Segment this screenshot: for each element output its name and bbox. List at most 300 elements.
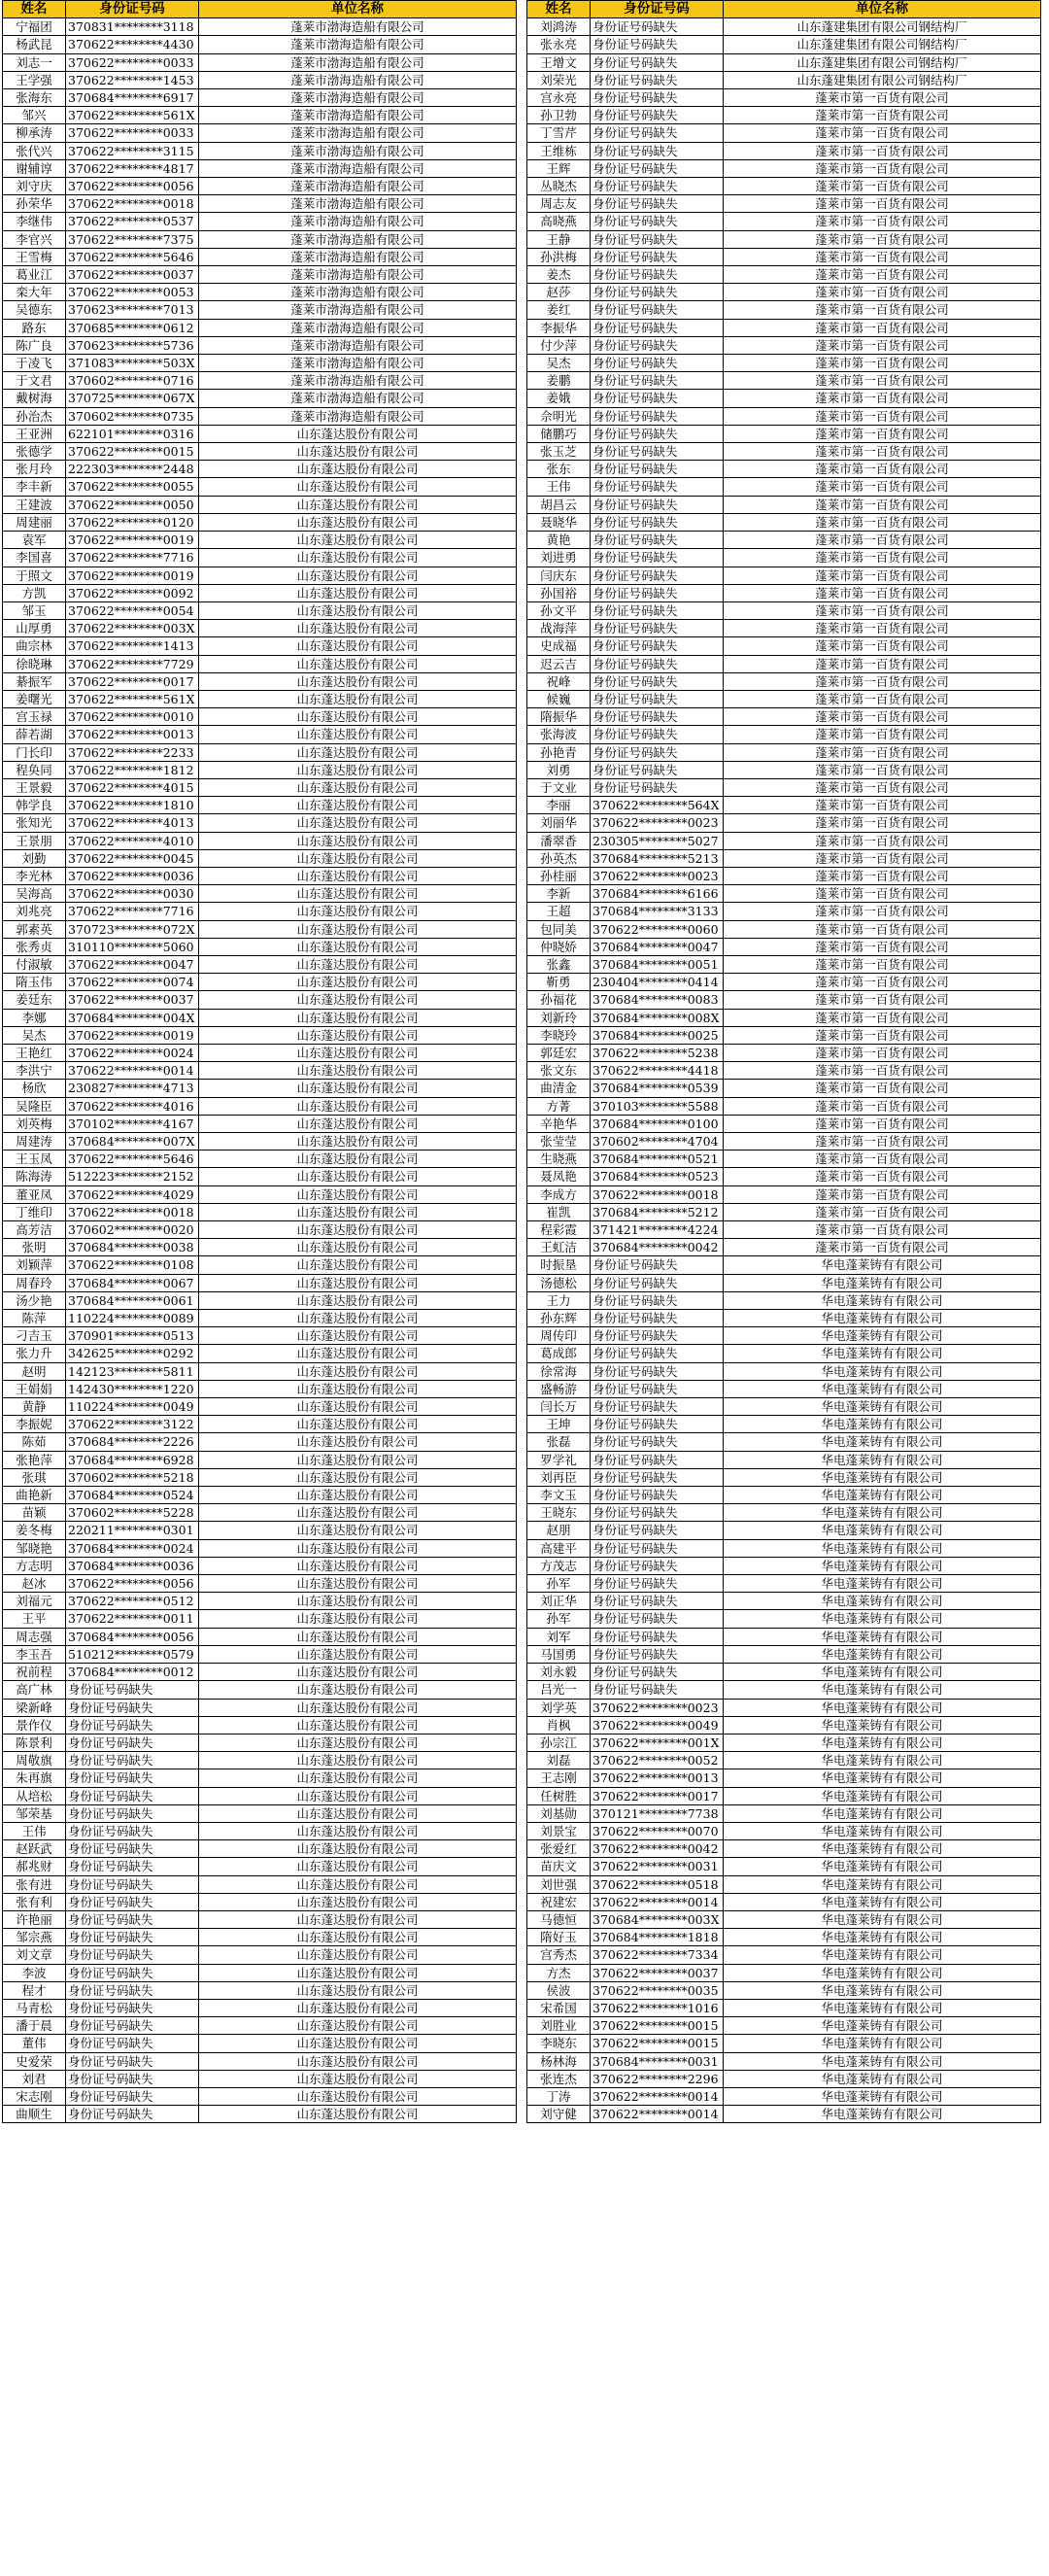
cell-name: 程奂同 [3,761,66,778]
cell-id-number: 370622********0037 [591,1964,724,1981]
table-row [3,1593,517,1610]
cell-id-number: 身份证号码缺失 [591,107,724,124]
table-row [3,1310,517,1327]
cell-name: 王伟 [527,478,591,496]
table-row [527,248,1041,265]
cell-id-number: 370684********0042 [591,1239,724,1256]
cell-name: 张琪 [3,1468,66,1486]
cell-id-number: 身份证号码缺失 [591,1487,724,1504]
left-table [2,0,517,2123]
cell-name: 王雪梅 [3,248,66,265]
cell-name: 王亚洲 [3,425,66,442]
cell-name: 马德恒 [527,1910,591,1928]
cell-name: 张文东 [527,1062,591,1080]
table-row [3,1151,517,1168]
cell-id-number: 身份证号码缺失 [591,195,724,213]
cell-id-number: 370622********001X [591,1734,724,1751]
table-row [527,1345,1041,1362]
cell-unit: 蓬莱市第一百货有限公司 [724,920,1041,938]
cell-unit: 山东蓬达股份有限公司 [199,1734,517,1751]
cell-id-number: 370684********0038 [66,1239,199,1256]
table-row [527,974,1041,991]
cell-unit: 华电蓬莱铸有有限公司 [724,2017,1041,2035]
table-row [3,1256,517,1274]
cell-id-number: 身份证号码缺失 [591,1628,724,1645]
table-row [3,1664,517,1681]
cell-id-number: 370602********0020 [66,1221,199,1239]
cell-unit: 山东蓬达股份有限公司 [199,920,517,938]
table-row [3,1716,517,1734]
cell-name: 杨武昆 [3,36,66,53]
cell-id-number: 身份证号码缺失 [591,89,724,107]
cell-id-number: 身份证号码缺失 [591,1416,724,1433]
cell-id-number: 身份证号码缺失 [66,1981,199,1999]
cell-unit: 山东蓬达股份有限公司 [199,1133,517,1151]
table-row [3,319,517,336]
cell-id-number: 370684********6928 [66,1451,199,1468]
cell-unit: 华电蓬莱铸有有限公司 [724,2035,1041,2052]
cell-name: 刘学英 [527,1699,591,1716]
cell-id-number: 110224********0089 [66,1310,199,1327]
cell-name: 孙桂丽 [527,867,591,884]
cell-unit: 蓬莱市第一百货有限公司 [724,230,1041,248]
cell-id-number: 身份证号码缺失 [591,672,724,690]
table-row [527,601,1041,619]
cell-name: 李丰新 [3,478,66,496]
table-row [527,1593,1041,1610]
table-row [3,955,517,973]
table-row [3,390,517,407]
cell-name: 葛成郎 [527,1345,591,1362]
cell-unit: 山东蓬达股份有限公司 [199,726,517,743]
cell-id-number: 370622********0015 [591,2035,724,2052]
cell-unit: 山东蓬达股份有限公司 [199,1062,517,1080]
cell-id-number: 370121********7738 [591,1804,724,1822]
cell-id-number: 310110********5060 [66,938,199,955]
table-row [3,513,517,531]
cell-name: 宁福团 [3,18,66,36]
cell-unit: 山东蓬达股份有限公司 [199,1221,517,1239]
cell-name: 吴隆臣 [3,1097,66,1115]
cell-unit: 蓬莱市第一百货有限公司 [724,726,1041,743]
cell-id-number: 370684********0521 [591,1151,724,1168]
cell-unit: 蓬莱市渤海造船有限公司 [199,18,517,36]
table-row [527,567,1041,584]
table-row [3,284,517,301]
table-row [3,761,517,778]
cell-id-number: 身份证号码缺失 [591,637,724,655]
cell-id-number: 370622********0030 [66,885,199,903]
cell-name: 孙东辉 [527,1310,591,1327]
cell-id-number: 370684********0061 [66,1291,199,1309]
table-row [527,1151,1041,1168]
cell-name: 王晓东 [527,1504,591,1522]
cell-id-number: 370622********0024 [66,1044,199,1061]
cell-id-number: 身份证号码缺失 [591,1256,724,1274]
cell-unit: 蓬莱市第一百货有限公司 [724,1185,1041,1203]
cell-id-number: 370622********0120 [66,513,199,531]
cell-unit: 华电蓬莱铸有有限公司 [724,1840,1041,1858]
cell-name: 王静 [527,230,591,248]
cell-id-number: 身份证号码缺失 [591,230,724,248]
cell-id-number: 370622********0070 [591,1822,724,1839]
cell-name: 候巍 [527,690,591,707]
cell-name: 陈萍 [3,1310,66,1327]
table-row [527,549,1041,567]
cell-unit: 山东蓬达股份有限公司 [199,1504,517,1522]
cell-name: 于文君 [3,372,66,390]
cell-unit: 蓬莱市第一百货有限公司 [724,301,1041,319]
cell-unit: 蓬莱市第一百货有限公司 [724,1151,1041,1168]
cell-unit: 山东蓬达股份有限公司 [199,601,517,619]
cell-id-number: 370622********0537 [66,213,199,230]
cell-unit: 蓬莱市第一百货有限公司 [724,867,1041,884]
cell-unit: 蓬莱市渤海造船有限公司 [199,71,517,88]
cell-id-number: 身份证号码缺失 [66,2017,199,2035]
cell-unit: 山东蓬达股份有限公司 [199,1645,517,1663]
header-row [527,1,1041,18]
cell-id-number: 身份证号码缺失 [66,2052,199,2070]
cell-unit: 蓬莱市第一百货有限公司 [724,938,1041,955]
cell-id-number: 370684********2226 [66,1433,199,1451]
cell-unit: 蓬莱市第一百货有限公司 [724,601,1041,619]
table-row [3,620,517,637]
table-row [527,637,1041,655]
cell-id-number: 370684********004X [66,1009,199,1026]
cell-id-number: 身份证号码缺失 [591,567,724,584]
cell-unit: 华电蓬莱铸有有限公司 [724,2087,1041,2105]
table-row [527,938,1041,955]
cell-name: 周志友 [527,195,591,213]
cell-name: 时振垦 [527,1256,591,1274]
cell-unit: 蓬莱市第一百货有限公司 [724,1062,1041,1080]
right-table [526,0,1041,2123]
cell-id-number: 370622********7716 [66,903,199,920]
cell-unit: 山东蓬达股份有限公司 [199,1946,517,1964]
table-row [3,1522,517,1539]
table-row [527,1946,1041,1964]
table-row [3,2017,517,2035]
cell-unit: 华电蓬莱铸有有限公司 [724,1310,1041,1327]
cell-id-number: 身份证号码缺失 [591,1362,724,1380]
cell-unit: 华电蓬莱铸有有限公司 [724,1875,1041,1893]
cell-name: 赵明 [3,1362,66,1380]
table-row [527,991,1041,1009]
cell-unit: 山东蓬达股份有限公司 [199,832,517,849]
cell-id-number: 370622********0037 [66,266,199,284]
cell-id-number: 370622********0052 [591,1752,724,1769]
cell-name: 曲艳新 [3,1487,66,1504]
cell-name: 李娜 [3,1009,66,1026]
table-row [3,461,517,478]
table-row [527,2017,1041,2035]
table-row [527,761,1041,778]
table-row [3,336,517,354]
header-id: 身份证号码 [66,1,199,18]
cell-unit: 山东蓬达股份有限公司 [199,814,517,832]
cell-unit: 山东蓬达股份有限公司 [199,1804,517,1822]
table-row [3,248,517,265]
cell-unit: 华电蓬莱铸有有限公司 [724,1716,1041,1734]
cell-id-number: 身份证号码缺失 [591,1274,724,1291]
cell-unit: 山东蓬达股份有限公司 [199,2087,517,2105]
cell-unit: 蓬莱市渤海造船有限公司 [199,248,517,265]
cell-name: 王艳红 [3,1044,66,1061]
cell-name: 刘新玲 [527,1009,591,1026]
table-row [527,920,1041,938]
cell-id-number: 身份证号码缺失 [591,1681,724,1699]
cell-id-number: 身份证号码缺失 [66,2087,199,2105]
table-row [3,1769,517,1787]
cell-name: 刘世强 [527,1875,591,1893]
cell-id-number: 370684********0051 [591,955,724,973]
cell-unit: 蓬莱市第一百货有限公司 [724,407,1041,425]
cell-name: 陈海涛 [3,1168,66,1185]
cell-unit: 山东蓬达股份有限公司 [199,1840,517,1858]
cell-unit: 蓬莱市第一百货有限公司 [724,761,1041,778]
cell-unit: 蓬莱市第一百货有限公司 [724,974,1041,991]
cell-unit: 蓬莱市第一百货有限公司 [724,1026,1041,1044]
cell-name: 于凌飞 [3,355,66,372]
table-row [3,532,517,549]
cell-id-number: 身份证号码缺失 [591,1593,724,1610]
cell-unit: 蓬莱市渤海造船有限公司 [199,230,517,248]
cell-name: 靳勇 [527,974,591,991]
cell-id-number: 身份证号码缺失 [66,1858,199,1875]
table-row [3,2035,517,2052]
cell-unit: 蓬莱市渤海造船有限公司 [199,159,517,177]
cell-name: 刘再臣 [527,1468,591,1486]
table-row [3,1451,517,1468]
cell-unit: 华电蓬莱铸有有限公司 [724,1522,1041,1539]
table-row [3,1752,517,1769]
cell-unit: 华电蓬莱铸有有限公司 [724,1362,1041,1380]
table-row [527,1822,1041,1839]
cell-name: 王坤 [527,1416,591,1433]
cell-unit: 山东蓬达股份有限公司 [199,1044,517,1061]
cell-name: 葛业江 [3,266,66,284]
cell-name: 刘守庆 [3,178,66,195]
cell-name: 许艳丽 [3,1910,66,1928]
table-row [527,36,1041,53]
cell-name: 郭素英 [3,920,66,938]
table-row [3,89,517,107]
cell-id-number: 370622********0015 [66,443,199,461]
cell-unit: 华电蓬莱铸有有限公司 [724,1327,1041,1345]
cell-unit: 山东蓬达股份有限公司 [199,1539,517,1557]
cell-unit: 华电蓬莱铸有有限公司 [724,1575,1041,1593]
cell-id-number: 370602********0735 [66,407,199,425]
cell-id-number: 370684********0024 [66,1539,199,1557]
cell-id-number: 身份证号码缺失 [591,1451,724,1468]
cell-name: 孙英杰 [527,849,591,867]
cell-id-number: 身份证号码缺失 [591,690,724,707]
cell-unit: 山东蓬达股份有限公司 [199,1593,517,1610]
cell-id-number: 身份证号码缺失 [591,478,724,496]
cell-unit: 山东蓬达股份有限公司 [199,955,517,973]
cell-name: 李文玉 [527,1487,591,1504]
cell-id-number: 身份证号码缺失 [66,2035,199,2052]
table-row [527,230,1041,248]
cell-id-number: 身份证号码缺失 [591,1539,724,1557]
cell-id-number: 身份证号码缺失 [591,743,724,761]
cell-id-number: 370622********1413 [66,637,199,655]
cell-unit: 山东蓬达股份有限公司 [199,991,517,1009]
table-row [3,2087,517,2105]
cell-unit: 山东蓬达股份有限公司 [199,1291,517,1309]
header-name: 姓名 [527,1,591,18]
cell-id-number: 370622********0036 [66,867,199,884]
cell-unit: 山东蓬达股份有限公司 [199,1398,517,1416]
table-row [527,1080,1041,1097]
cell-id-number: 370684********0539 [591,1080,724,1097]
cell-unit: 山东蓬达股份有限公司 [199,1097,517,1115]
table-row [3,549,517,567]
cell-unit: 蓬莱市第一百货有限公司 [724,513,1041,531]
cell-unit: 山东蓬达股份有限公司 [199,708,517,726]
cell-name: 张有进 [3,1875,66,1893]
cell-name: 祝建宏 [527,1893,591,1910]
cell-id-number: 370684********0067 [66,1274,199,1291]
table-row [527,1416,1041,1433]
cell-id-number: 370622********1812 [66,761,199,778]
cell-id-number: 身份证号码缺失 [591,443,724,461]
cell-unit: 山东蓬达股份有限公司 [199,1009,517,1026]
cell-id-number: 370622********003X [66,620,199,637]
table-row [527,1203,1041,1220]
cell-unit: 蓬莱市渤海造船有限公司 [199,319,517,336]
cell-unit: 山东蓬达股份有限公司 [199,1910,517,1928]
cell-id-number: 370684********0036 [66,1557,199,1574]
cell-id-number: 身份证号码缺失 [66,1752,199,1769]
table-row [3,601,517,619]
cell-name: 王虹洁 [527,1239,591,1256]
table-row [527,849,1041,867]
cell-name: 高广林 [3,1681,66,1699]
cell-name: 史爱荣 [3,2052,66,2070]
cell-unit: 蓬莱市第一百货有限公司 [724,461,1041,478]
cell-id-number: 身份证号码缺失 [591,655,724,672]
table-row [3,230,517,248]
cell-unit: 蓬莱市第一百货有限公司 [724,584,1041,601]
cell-unit: 山东蓬达股份有限公司 [199,1664,517,1681]
cell-id-number: 身份证号码缺失 [591,248,724,265]
cell-id-number: 370684********0031 [591,2052,724,2070]
cell-id-number: 370622********0037 [66,991,199,1009]
cell-name: 谢辅谆 [3,159,66,177]
cell-name: 吴杰 [527,355,591,372]
table-row [527,496,1041,513]
cell-name: 杨欣 [3,1080,66,1097]
cell-id-number: 370622********4010 [66,832,199,849]
table-row [527,1964,1041,1981]
cell-name: 储鹏巧 [527,425,591,442]
cell-name: 迟云吉 [527,655,591,672]
table-row [3,1239,517,1256]
cell-name: 赵莎 [527,284,591,301]
table-row [527,1681,1041,1699]
cell-name: 高芳洁 [3,1221,66,1239]
table-row [3,1044,517,1061]
cell-name: 付淑敏 [3,955,66,973]
cell-name: 王力 [527,1291,591,1309]
table-row [527,2052,1041,2070]
table-row [527,372,1041,390]
cell-id-number: 370622********0018 [66,195,199,213]
cell-id-number: 370684********0100 [591,1115,724,1132]
cell-id-number: 370622********0045 [66,849,199,867]
cell-name: 朱再旗 [3,1769,66,1787]
cell-name: 任树胜 [527,1787,591,1804]
cell-name: 姜鹏 [527,372,591,390]
cell-unit: 山东蓬达股份有限公司 [199,1310,517,1327]
cell-name: 陈景利 [3,1734,66,1751]
cell-name: 刘兆亮 [3,903,66,920]
cell-id-number: 身份证号码缺失 [66,1804,199,1822]
table-row [527,266,1041,284]
cell-name: 曲清金 [527,1080,591,1097]
table-row [3,567,517,584]
table-row [3,496,517,513]
cell-id-number: 370622********0054 [66,601,199,619]
table-row [3,1734,517,1751]
table-row [527,1734,1041,1751]
cell-unit: 蓬莱市第一百货有限公司 [724,124,1041,142]
table-row [527,159,1041,177]
table-row [527,1044,1041,1061]
table-row [527,195,1041,213]
table-row [527,584,1041,601]
table-row [3,1026,517,1044]
cell-name: 刘君 [3,2070,66,2087]
cell-unit: 山东蓬达股份有限公司 [199,2106,517,2123]
cell-name: 周春玲 [3,1274,66,1291]
cell-unit: 蓬莱市渤海造船有限公司 [199,390,517,407]
table-row [527,1981,1041,1999]
cell-id-number: 身份证号码缺失 [591,266,724,284]
cell-name: 战海萍 [527,620,591,637]
cell-id-number: 370622********0013 [66,726,199,743]
table-row [527,1468,1041,1486]
cell-unit: 山东蓬达股份有限公司 [199,1185,517,1203]
cell-id-number: 370684********6166 [591,885,724,903]
cell-unit: 山东蓬达股份有限公司 [199,1575,517,1593]
cell-unit: 蓬莱市第一百货有限公司 [724,195,1041,213]
cell-id-number: 370684********6917 [66,89,199,107]
cell-id-number: 370622********0060 [591,920,724,938]
cell-id-number: 370622********7716 [66,549,199,567]
cell-unit: 山东蓬达股份有限公司 [199,2035,517,2052]
cell-unit: 华电蓬莱铸有有限公司 [724,1769,1041,1787]
table-row [527,832,1041,849]
table-row [3,478,517,496]
table-row [527,1009,1041,1026]
cell-unit: 蓬莱市第一百货有限公司 [724,832,1041,849]
header-row [3,1,517,18]
table-row [527,532,1041,549]
cell-id-number: 370622********4029 [66,1185,199,1203]
cell-unit: 蓬莱市第一百货有限公司 [724,89,1041,107]
table-row [3,672,517,690]
table-row [527,1999,1041,2016]
cell-id-number: 身份证号码缺失 [591,284,724,301]
cell-unit: 华电蓬莱铸有有限公司 [724,1858,1041,1875]
cell-name: 张玉芝 [527,443,591,461]
cell-name: 刘磊 [527,1752,591,1769]
cell-name: 徐晓琳 [3,655,66,672]
table-row [3,1999,517,2016]
table-row [527,655,1041,672]
